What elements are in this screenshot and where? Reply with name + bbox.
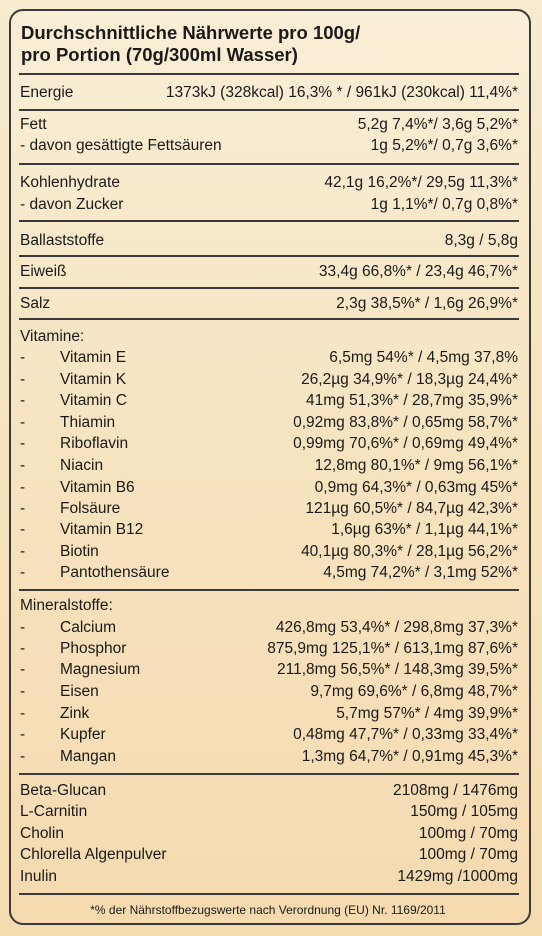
bullet-dash: - <box>20 392 26 409</box>
sonstige-name: L-Carnitin <box>20 803 88 820</box>
divider <box>19 73 519 75</box>
bullet-dash: - <box>20 683 26 700</box>
sonstige-name: Cholin <box>20 825 64 842</box>
bullet-dash: - <box>20 479 26 496</box>
row-mineral <box>20 703 518 725</box>
sonstige-name: Chlorella Algenpulver <box>20 846 167 863</box>
sonstige-value: 2108mg / 1476mg <box>393 782 518 799</box>
row-mineral <box>20 681 518 703</box>
mineral-value: 426,8mg 53,4%* / 298,8mg 37,3%* <box>275 619 518 636</box>
row-sonstige <box>20 823 518 845</box>
value-gesaettigte-fettsaeuren: 1g 5,2%*/ 0,7g 3,6%* <box>370 137 518 154</box>
mineral-name: Zink <box>60 705 90 722</box>
row-vitamin <box>20 390 518 412</box>
divider <box>19 220 519 222</box>
bullet-dash: - <box>20 619 26 636</box>
sonstige-value: 100mg / 70mg <box>418 846 518 863</box>
vitamin-name: Vitamin B12 <box>60 521 144 538</box>
row-vitamin <box>20 477 518 499</box>
bullet-dash: - <box>20 435 26 452</box>
value-fett: 5,2g 7,4%*/ 3,6g 5,2%* <box>357 116 518 133</box>
row-vitamin <box>20 541 518 563</box>
row-ballaststoffe <box>20 230 518 252</box>
mineral-name: Phosphor <box>60 640 127 657</box>
row-vitamin <box>20 347 518 369</box>
divider <box>19 287 519 289</box>
mineral-value: 875,9mg 125,1%* / 613,1mg 87,6%* <box>267 640 518 657</box>
bullet-dash: - <box>20 748 26 765</box>
bullet-dash: - <box>20 371 26 388</box>
row-salz <box>20 293 518 315</box>
row-vitamin <box>20 433 518 455</box>
row-sonstige <box>20 844 518 866</box>
vitamin-name: Vitamin E <box>60 349 127 366</box>
vitamin-value: 40,1µg 80,3%* / 28,1µg 56,2%* <box>301 543 518 560</box>
divider <box>19 893 519 895</box>
table-title <box>21 22 521 66</box>
mineral-name: Kupfer <box>60 726 106 743</box>
row-mineral <box>20 659 518 681</box>
vitamin-name: Thiamin <box>60 414 116 431</box>
bullet-dash: - <box>20 705 26 722</box>
label-gesaettigte-fettsaeuren: - davon gesättigte Fettsäuren <box>20 137 222 154</box>
value-kohlenhydrate: 42,1g 16,2%*/ 29,5g 11,3%* <box>324 174 518 191</box>
label-ballaststoffe: Ballaststoffe <box>20 232 105 249</box>
mineral-name: Eisen <box>60 683 99 700</box>
label-eiweiss: Eiweiß <box>20 263 67 280</box>
vitamine-heading-label: Vitamine: <box>20 328 85 345</box>
row-energie <box>20 82 518 104</box>
row-mineral <box>20 638 518 660</box>
vitamin-value: 12,8mg 80,1%* / 9mg 56,1%* <box>314 457 518 474</box>
divider <box>19 109 519 111</box>
bullet-dash: - <box>20 640 26 657</box>
vitamin-name: Folsäure <box>60 500 121 517</box>
mineral-heading <box>20 595 518 617</box>
vitamin-value: 41mg 51,3%* / 28,7mg 35,9%* <box>306 392 518 409</box>
mineral-value: 9,7mg 69,6%* / 6,8mg 48,7%* <box>310 683 518 700</box>
row-eiweiss <box>20 261 518 283</box>
value-ballaststoffe: 8,3g / 5,8g <box>444 232 518 249</box>
row-vitamin <box>20 562 518 584</box>
vitamin-value: 4,5mg 74,2%* / 3,1mg 52%* <box>323 564 518 581</box>
mineral-name: Magnesium <box>60 661 141 678</box>
bullet-dash: - <box>20 543 26 560</box>
row-fett <box>20 114 518 136</box>
sonstige-value: 150mg / 105mg <box>410 803 518 820</box>
mineral-name: Calcium <box>60 619 116 636</box>
vitamin-name: Niacin <box>60 457 104 474</box>
row-vitamin <box>20 455 518 477</box>
bullet-dash: - <box>20 414 26 431</box>
bullet-dash: - <box>20 661 26 678</box>
bullet-dash: - <box>20 521 26 538</box>
row-mineral <box>20 746 518 768</box>
row-sonstige <box>20 866 518 888</box>
row-vitamin <box>20 412 518 434</box>
sonstige-name: Inulin <box>20 868 58 885</box>
sonstige-name: Beta-Glucan <box>20 782 107 799</box>
sonstige-value: 1429mg /1000mg <box>397 868 518 885</box>
title-line-2: pro Portion (70g/300ml Wasser) <box>21 44 298 65</box>
row-kohlenhydrate <box>20 172 518 194</box>
vitamin-name: Vitamin B6 <box>60 479 135 496</box>
divider <box>19 589 519 591</box>
vitamin-value: 0,9mg 64,3%* / 0,63mg 45%* <box>314 479 518 496</box>
mineral-name: Mangan <box>60 748 117 765</box>
footnote: *% der Nährstoffbezugswerte nach Verordnung (EU) Nr. 1169/2011 <box>90 903 446 917</box>
value-salz: 2,3g 38,5%* / 1,6g 26,9%* <box>336 295 518 312</box>
vitamin-value: 0,92mg 83,8%* / 0,65mg 58,7%* <box>293 414 518 431</box>
mineral-heading-label: Mineralstoffe: <box>20 597 113 614</box>
bullet-dash: - <box>20 349 26 366</box>
sonstige-value: 100mg / 70mg <box>418 825 518 842</box>
vitamin-value: 6,5mg 54%* / 4,5mg 37,8% <box>329 349 518 366</box>
vitamin-name: Biotin <box>60 543 99 560</box>
mineral-value: 0,48mg 47,7%* / 0,33mg 33,4%* <box>293 726 518 743</box>
divider <box>19 163 519 165</box>
vitamin-value: 1,6µg 63%* / 1,1µg 44,1%* <box>331 521 518 538</box>
vitamine-heading <box>20 326 518 348</box>
value-eiweiss: 33,4g 66,8%* / 23,4g 46,7%* <box>318 263 518 280</box>
row-vitamin <box>20 498 518 520</box>
vitamin-name: Pantothensäure <box>60 564 170 581</box>
row-zucker <box>20 194 518 216</box>
vitamin-name: Vitamin C <box>60 392 127 409</box>
vitamin-value: 26,2µg 34,9%* / 18,3µg 24,4%* <box>301 371 518 388</box>
row-mineral <box>20 617 518 639</box>
label-zucker: - davon Zucker <box>20 196 124 213</box>
label-energie: Energie <box>20 84 74 101</box>
row-mineral <box>20 724 518 746</box>
divider <box>19 318 519 320</box>
vitamin-name: Riboflavin <box>60 435 129 452</box>
title-line-1: Durchschnittliche Nährwerte pro 100g/ <box>21 22 361 43</box>
label-salz: Salz <box>20 295 51 312</box>
bullet-dash: - <box>20 564 26 581</box>
vitamin-value: 0,99mg 70,6%* / 0,69mg 49,4%* <box>293 435 518 452</box>
row-vitamin <box>20 369 518 391</box>
row-sonstige <box>20 780 518 802</box>
value-energie: 1373kJ (328kcal) 16,3% * / 961kJ (230kcal) 11,4%* <box>165 84 518 101</box>
mineral-value: 5,7mg 57%* / 4mg 39,9%* <box>336 705 518 722</box>
bullet-dash: - <box>20 726 26 743</box>
row-vitamin <box>20 519 518 541</box>
mineral-value: 1,3mg 64,7%* / 0,91mg 45,3%* <box>301 748 518 765</box>
row-sonstige <box>20 801 518 823</box>
divider <box>19 255 519 257</box>
vitamin-value: 121µg 60,5%* / 84,7µg 42,3%* <box>305 500 518 517</box>
value-zucker: 1g 1,1%*/ 0,7g 0,8%* <box>370 196 518 213</box>
label-kohlenhydrate: Kohlenhydrate <box>20 174 120 191</box>
bullet-dash: - <box>20 457 26 474</box>
bullet-dash: - <box>20 500 26 517</box>
divider <box>19 773 519 775</box>
row-gesaettigte-fettsaeuren <box>20 135 518 157</box>
label-fett: Fett <box>20 116 47 133</box>
mineral-value: 211,8mg 56,5%* / 148,3mg 39,5%* <box>277 661 518 678</box>
vitamin-name: Vitamin K <box>60 371 127 388</box>
